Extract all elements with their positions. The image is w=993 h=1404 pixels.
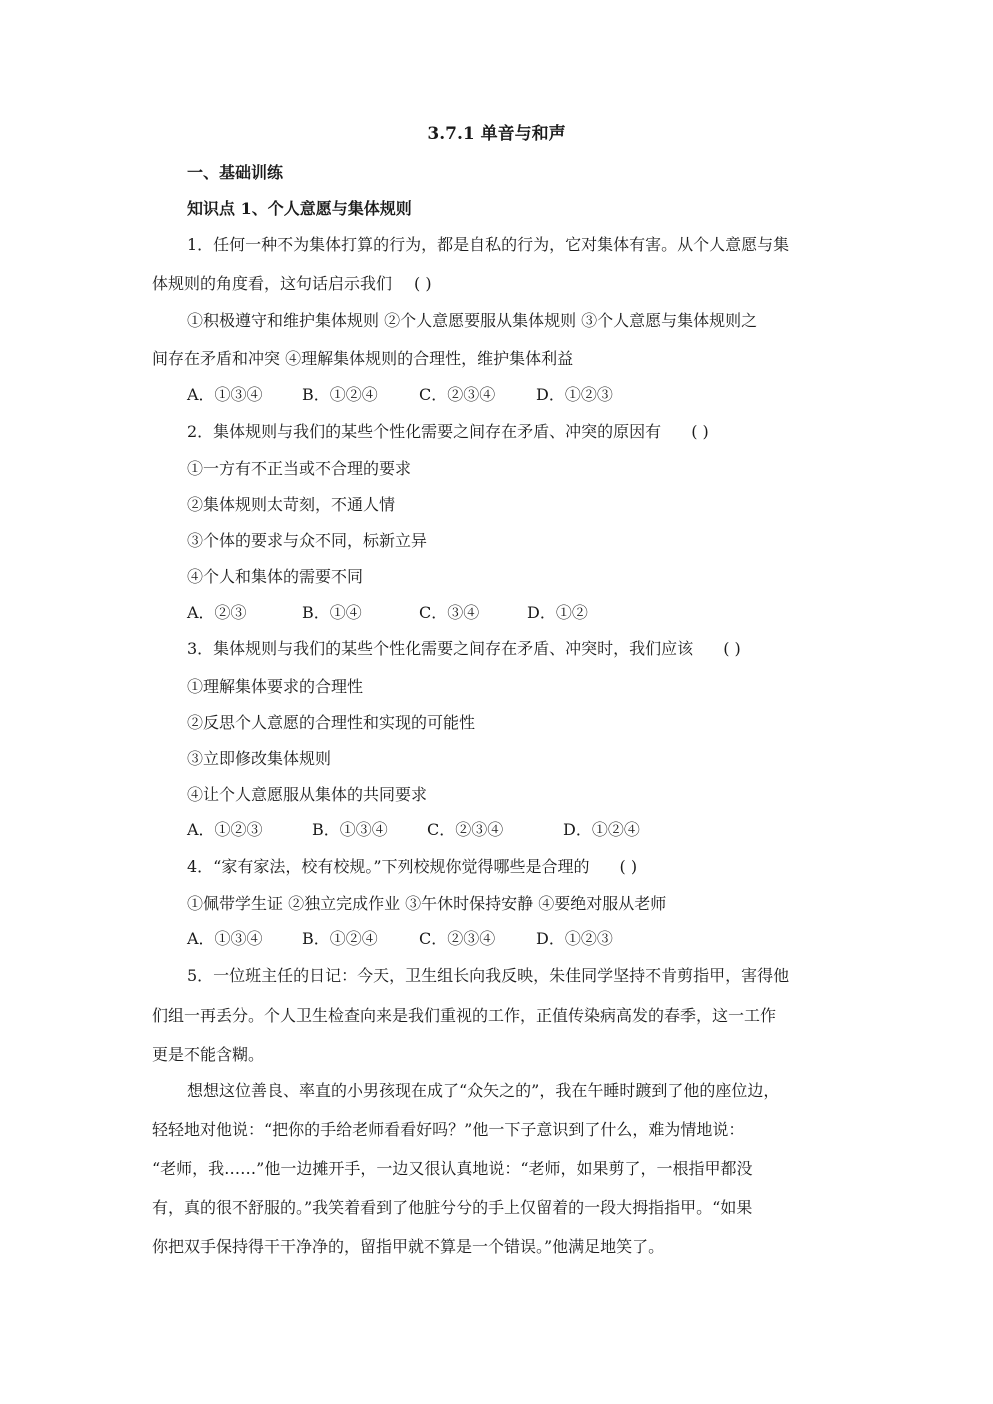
q1-option-d: D．①②③ (536, 385, 613, 404)
q3-item-4: ④让个人意愿服从集体的共同要求 (187, 785, 428, 804)
q5-para1-line1: 5．一位班主任的日记：今天，卫生组长向我反映，朱佳同学坚持不肯剪指甲，害得他 (187, 966, 790, 985)
q4-option-d: D．①②③ (536, 929, 613, 948)
q1-statement-line1: ①积极遵守和维护集体规则 ②个人意愿要服从集体规则 ③个人意愿与集体规则之 (187, 311, 758, 330)
q1-option-a: A．①③④ (187, 385, 263, 404)
q2-option-b: B．①④ (302, 603, 362, 622)
q4-stem-text: 4．“家有家法，校有校规。”下列校规你觉得哪些是合理的 (187, 857, 590, 876)
q5-para2-line4: 有，真的很不舒服的。”我笑着看到了他脏兮兮的手上仅留着的一段大拇指指甲。“如果 (152, 1198, 753, 1217)
section-heading: 一、基础训练 (187, 163, 284, 182)
q1-answer-bracket: ( ) (414, 274, 432, 293)
q1-option-b: B．①②④ (302, 385, 378, 404)
q3-item-1: ①理解集体要求的合理性 (187, 677, 364, 696)
q5-para2-line5: 你把双手保持得干干净净的，留指甲就不算是一个错误。”他满足地笑了。 (152, 1237, 665, 1256)
page-title: 3.7.1 单音与和声 (427, 124, 566, 144)
q4-stem (187, 854, 637, 880)
q2-answer-bracket: ( ) (691, 422, 709, 441)
q2-item-3: ③个体的要求与众不同，标新立异 (187, 531, 428, 550)
q3-option-b: B．①③④ (312, 820, 388, 839)
q4-option-c: C．②③④ (419, 929, 496, 948)
q3-stem-text: 3．集体规则与我们的某些个性化需要之间存在矛盾、冲突时，我们应该 (187, 639, 694, 658)
q2-item-1: ①一方有不正当或不合理的要求 (187, 459, 412, 478)
q5-para2-line2: 轻轻地对他说：“把你的手给老师看看好吗？”他一下子意识到了什么，难为情地说： (152, 1120, 745, 1139)
q1-stem-line2 (152, 271, 432, 297)
q3-item-2: ②反思个人意愿的合理性和实现的可能性 (187, 713, 476, 732)
q2-item-2: ②集体规则太苛刻，不通人情 (187, 495, 396, 514)
q5-para1-line3: 更是不能含糊。 (152, 1045, 265, 1064)
q3-stem (187, 636, 741, 662)
q4-answer-bracket: ( ) (619, 857, 638, 876)
q3-answer-bracket: ( ) (723, 639, 741, 658)
q5-para1-line2: 们组一再丢分。个人卫生检查向来是我们重视的工作，正值传染病高发的春季，这一工作 (152, 1006, 777, 1025)
q5-para2-line1: 想想这位善良、率直的小男孩现在成了“众矢之的”，我在午睡时踱到了他的座位边， (187, 1081, 780, 1100)
q3-option-a: A．①②③ (187, 820, 263, 839)
q2-option-a: A．②③ (187, 603, 247, 622)
q2-stem-text: 2．集体规则与我们的某些个性化需要之间存在矛盾、冲突的原因有 (187, 422, 662, 441)
q5-para2-line3: “老师，我……”他一边摊开手，一边又很认真地说：“老师，如果剪了，一根指甲都没 (152, 1159, 753, 1178)
q2-option-d: D．①② (527, 603, 588, 622)
q1-statement-line2: 间存在矛盾和冲突 ④理解集体规则的合理性，维护集体利益 (152, 349, 574, 368)
q3-option-c: C．②③④ (427, 820, 504, 839)
knowledge-point-heading: 知识点 1、个人意愿与集体规则 (187, 199, 412, 218)
q4-option-a: A．①③④ (187, 929, 263, 948)
q1-stem-line1: 1．任何一种不为集体打算的行为，都是自私的行为，它对集体有害。从个人意愿与集 (187, 235, 790, 254)
q4-option-b: B．①②④ (302, 929, 378, 948)
q2-stem (187, 419, 709, 445)
q2-item-4: ④个人和集体的需要不同 (187, 567, 364, 586)
q1-stem-text: 体规则的角度看，这句话启示我们 (152, 274, 393, 293)
q3-item-3: ③立即修改集体规则 (187, 749, 332, 768)
q1-option-c: C．②③④ (419, 385, 496, 404)
q2-option-c: C．③④ (419, 603, 480, 622)
q3-option-d: D．①②④ (563, 820, 640, 839)
q4-items: ①佩带学生证 ②独立完成作业 ③午休时保持安静 ④要绝对服从老师 (187, 894, 667, 913)
